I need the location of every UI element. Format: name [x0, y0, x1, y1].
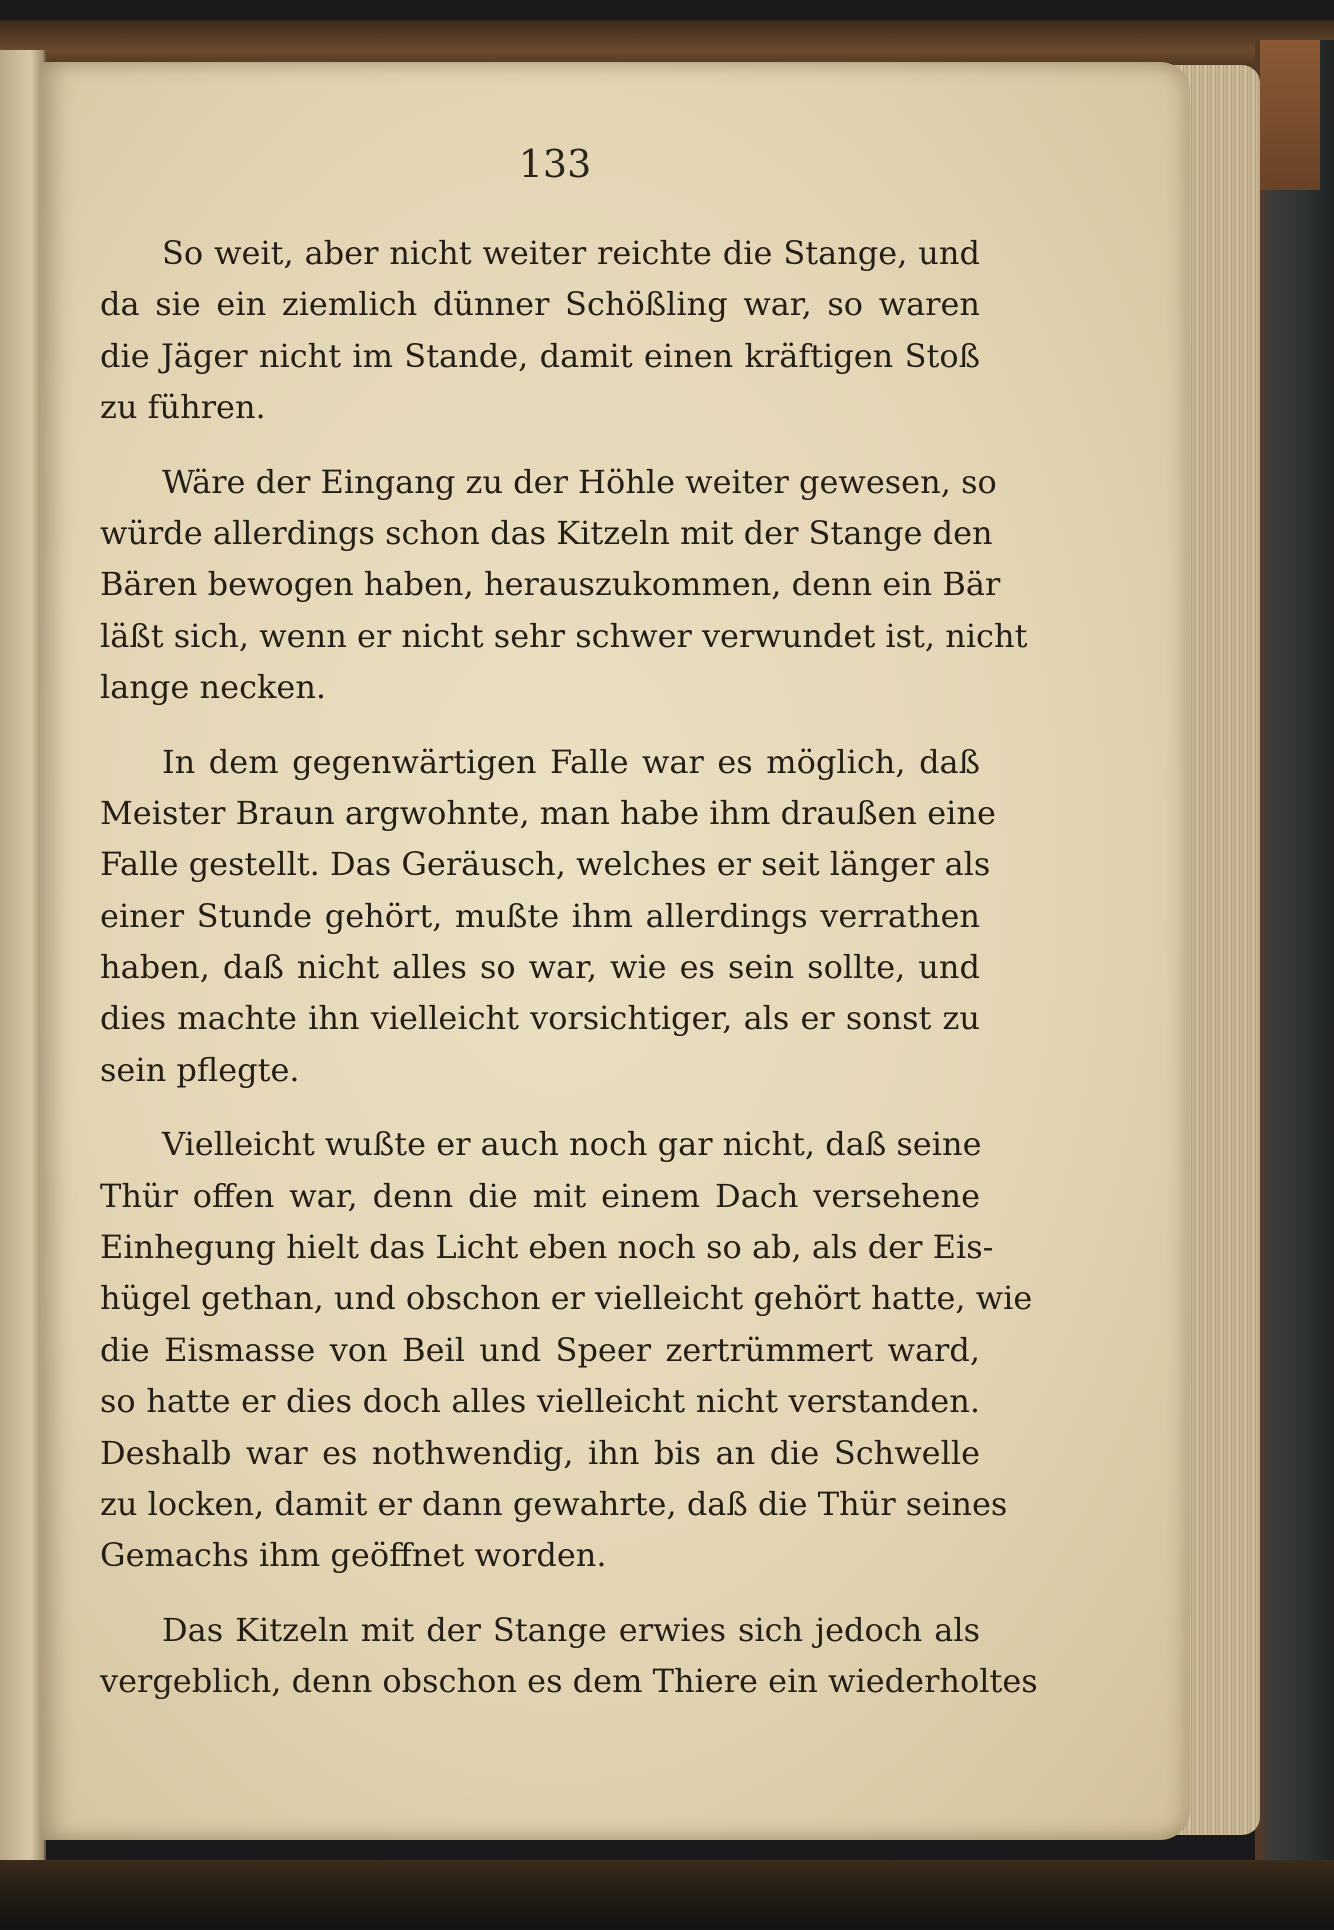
text-line: Das Kitzeln mit der Stange erwies sich jedoch als [162, 1610, 980, 1649]
book-cover-right [1255, 40, 1334, 1890]
text-line: die Jäger nicht im Stande, damit einen kräftigen Stoß [100, 336, 980, 375]
leather-corner [1260, 40, 1320, 190]
text-line: Einhegung hielt das Licht eben noch so ab, als der Eis- [100, 1228, 994, 1267]
text-line: lange necken. [100, 668, 327, 707]
text-line: hügel gethan, und obschon er vielleicht gehört hatte, wie [100, 1279, 1033, 1318]
text-line: Gemachs ihm geöffnet worden. [100, 1536, 607, 1575]
text-line: dies machte ihn vielleicht vorsichtiger, als er sonst zu [100, 999, 980, 1038]
text-line: Bären bewogen haben, herauszukommen, denn ein Bär [100, 565, 1001, 604]
text-line: die Eismasse von Beil und Speer zertrümmert ward, [100, 1330, 980, 1369]
paragraph [100, 228, 980, 434]
text-line: würde allerdings schon das Kitzeln mit der Stange den [100, 513, 993, 552]
text-line: haben, daß nicht alles so war, wie es sein sollte, und [100, 948, 980, 987]
text-line: Wäre der Eingang zu der Höhle weiter gewesen, so [162, 462, 997, 501]
text-line: läßt sich, wenn er nicht sehr schwer verwundet ist, nicht [100, 616, 1028, 655]
text-line: Meister Braun argwohnte, man habe ihm draußen eine [100, 793, 996, 832]
text-line: Vielleicht wußte er auch noch gar nicht, daß seine [162, 1125, 982, 1164]
paragraph [100, 737, 996, 1097]
text-line: Thür offen war, denn die mit einem Dach versehene [100, 1176, 980, 1215]
text-line: In dem gegenwärtigen Falle war es möglich, daß [162, 742, 980, 781]
page-number: 133 [518, 142, 592, 186]
text-line: da sie ein ziemlich dünner Schößling war, so waren [100, 285, 980, 324]
text-line: vergeblich, denn obschon es dem Thiere ein wiederholtes [100, 1662, 1038, 1701]
book-cover-bottom-edge [0, 1860, 1334, 1930]
text-line: So weit, aber nicht weiter reichte die Stange, und [162, 234, 980, 272]
page-text [100, 228, 1038, 1708]
text-line: einer Stunde gehört, mußte ihm allerdings verrathen [100, 896, 980, 935]
text-line: sein pflegte. [100, 1050, 300, 1089]
paragraph [100, 1605, 1038, 1708]
text-line: Falle gestellt. Das Geräusch, welches er seit länger als [100, 845, 991, 884]
text-line: Deshalb war es nothwendig, ihn bis an die Schwelle [100, 1433, 980, 1472]
text-line: so hatte er dies doch alles vielleicht nicht verstanden. [100, 1382, 980, 1421]
text-line: zu führen. [100, 388, 266, 427]
paragraph [100, 1119, 1033, 1582]
paragraph [100, 457, 1028, 714]
text-line: zu locken, damit er dann gewahrte, daß die Thür seines [100, 1484, 1008, 1523]
